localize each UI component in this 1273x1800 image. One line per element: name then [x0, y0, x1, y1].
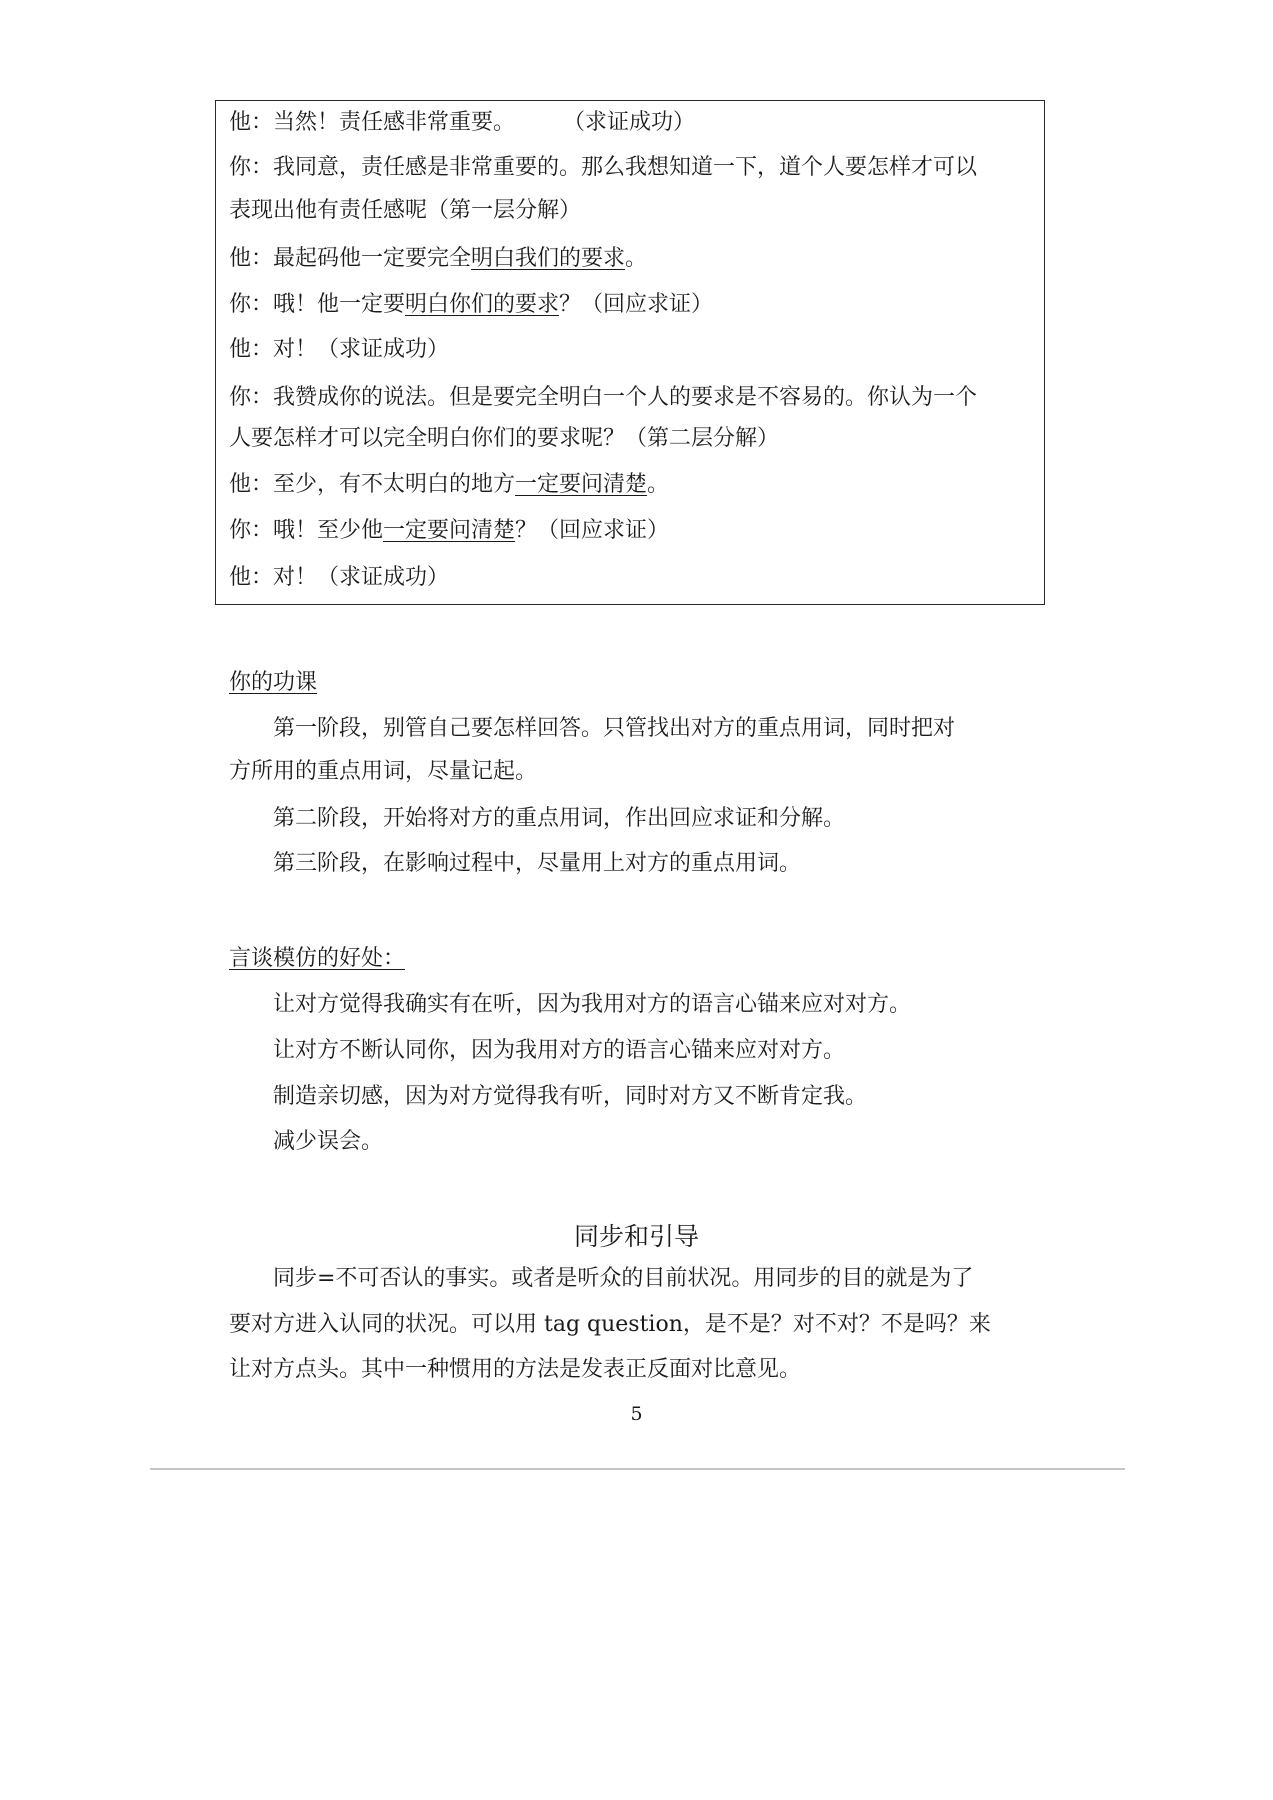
dialog-line — [229, 244, 647, 274]
dialog-text: ？（回应求证） — [515, 518, 670, 543]
paragraph-line: 同步=不可否认的事实。或者是听众的目前状况。用同步的目的就是为了 — [273, 1266, 974, 1291]
underlined-phrase: 明白你们的要求 — [405, 292, 560, 317]
dialog-text: 。 — [647, 472, 670, 497]
paragraph-line: 第一阶段，别管自己要怎样回答。只管找出对方的重点用词，同时把对 — [273, 716, 956, 741]
benefit-item: 制造亲切感，因为对方觉得我有听，同时对方又不断肯定我。 — [273, 1084, 868, 1109]
dialog-line: 表现出他有责任感呢（第一层分解） — [229, 198, 582, 223]
paragraph-line: 第二阶段，开始将对方的重点用词，作出回应求证和分解。 — [273, 806, 846, 831]
paragraph-line: 让对方点头。其中一种惯用的方法是发表正反面对比意见。 — [229, 1357, 802, 1382]
benefit-item: 让对方不断认同你，因为我用对方的语言心锚来应对对方。 — [273, 1038, 846, 1063]
paragraph-line: 要对方进入认同的状况。可以用 tag question，是不是？对不对？不是吗？来 — [229, 1312, 991, 1337]
dialog-line — [229, 290, 713, 320]
benefit-item: 减少误会。 — [273, 1129, 384, 1154]
underlined-phrase: 明白我们的要求 — [471, 246, 626, 271]
underlined-phrase: 一定要问清楚 — [383, 518, 516, 543]
dialog-text: 。 — [625, 246, 648, 271]
benefits-title: 言谈模仿的好处： — [229, 946, 406, 971]
page-bottom-edge — [150, 1468, 1125, 1470]
dialog-line: 你：我同意，责任感是非常重要的。那么我想知道一下，道个人要怎样才可以 — [229, 155, 978, 180]
benefit-item: 让对方觉得我确实有在听，因为我用对方的语言心锚来应对对方。 — [273, 992, 912, 1017]
page-number: 5 — [630, 1403, 643, 1425]
dialog-text: 他：至少，有不太明白的地方 — [229, 472, 516, 497]
dialog-line — [229, 108, 695, 138]
dialog-line: 他：对！（求证成功） — [229, 565, 450, 590]
dialog-text: 他：当然！责任感非常重要。 — [229, 110, 516, 135]
dialog-line — [229, 516, 669, 546]
dialog-line: 他：对！（求证成功） — [229, 337, 450, 362]
dialog-text: ？（回应求证） — [559, 292, 714, 317]
dialog-text: 你：哦！他一定要 — [229, 292, 406, 317]
paragraph-line: 第三阶段，在影响过程中，尽量用上对方的重点用词。 — [273, 851, 802, 876]
dialog-line: 你：我赞成你的说法。但是要完全明白一个人的要求是不容易的。你认为一个 — [229, 385, 978, 410]
section-heading: 同步和引导 — [573, 1222, 699, 1251]
dialog-line — [229, 470, 669, 500]
dialog-note: （求证成功） — [563, 110, 696, 135]
paragraph-line: 方所用的重点用词，尽量记起。 — [229, 759, 538, 784]
dialog-line: 人要怎样才可以完全明白你们的要求呢？（第二层分解） — [229, 426, 780, 451]
homework-title: 你的功课 — [229, 670, 318, 695]
dialog-text: 你：哦！至少他 — [229, 518, 384, 543]
underlined-phrase: 一定要问清楚 — [515, 472, 648, 497]
dialog-text: 他：最起码他一定要完全 — [229, 246, 472, 271]
